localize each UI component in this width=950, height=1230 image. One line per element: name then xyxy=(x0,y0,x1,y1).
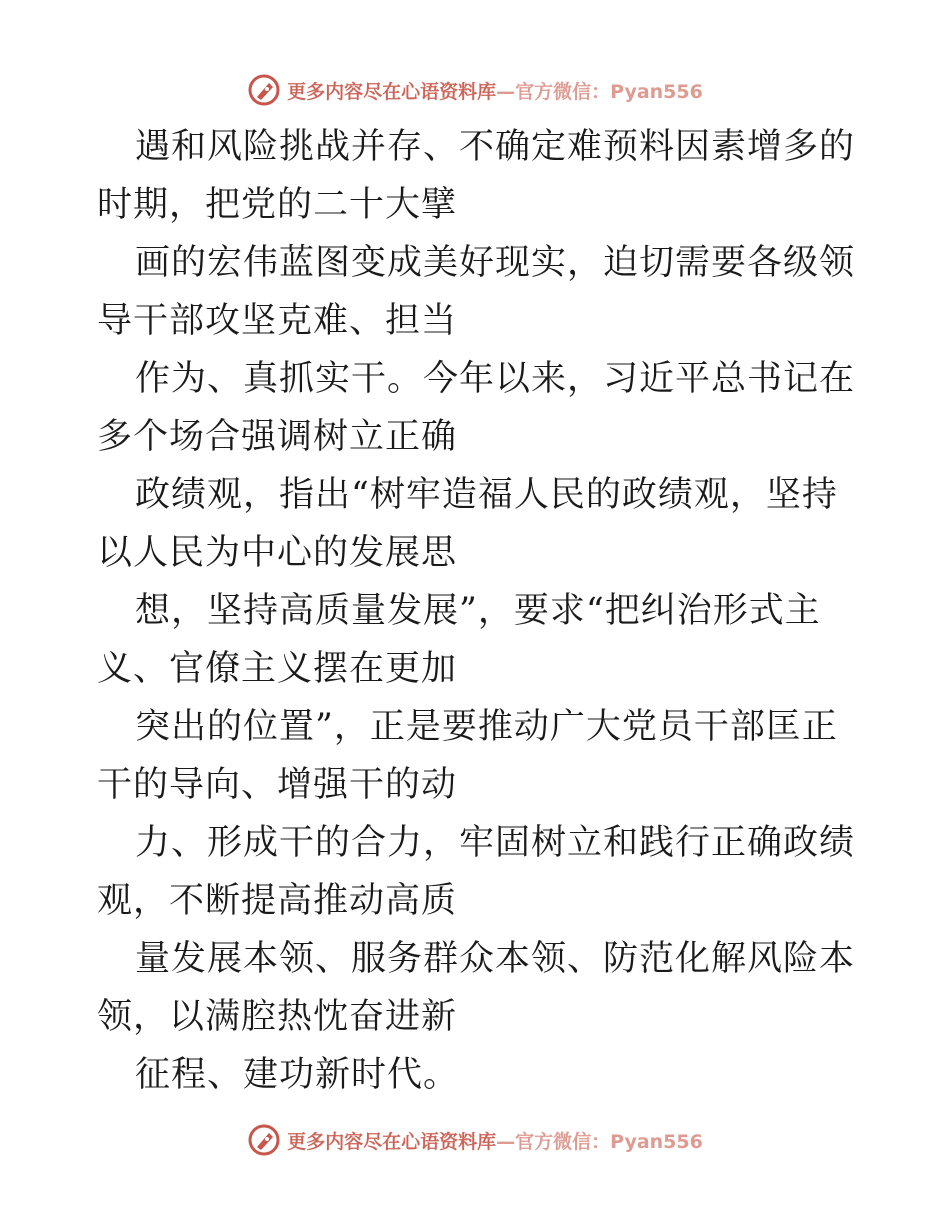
watermark-main-text: 更多内容尽在心语资料库 xyxy=(287,1130,497,1153)
paragraph-6: 突出的位置”，正是要推动广大党员干部匡正干的导向、增强干的动 xyxy=(97,707,838,805)
watermark-sub-text: —官方微信：Pyan556 xyxy=(496,1130,703,1153)
paragraph-1: 遇和风险挑战并存、不确定难预料因素增多的时期，把党的二十大擘 xyxy=(97,127,856,225)
header-watermark xyxy=(0,70,950,110)
paragraph-7: 力、形成干的合力，牢固树立和践行正确政绩观，不断提高推动高质 xyxy=(97,823,856,921)
footer-watermark xyxy=(0,1120,950,1160)
paragraph-2: 画的宏伟蓝图变成美好现实，迫切需要各级领导干部攻坚克难、担当 xyxy=(97,243,856,341)
paragraph-9: 征程、建功新时代。 xyxy=(135,1055,460,1095)
pen-nib-logo-icon xyxy=(247,73,281,107)
paragraph-3: 作为、真抓实干。今年以来，习近平总书记在多个场合强调树立正确 xyxy=(97,359,856,457)
watermark-sub-text: —官方微信：Pyan556 xyxy=(496,80,703,103)
document-body xyxy=(97,118,857,1104)
pen-nib-logo-icon xyxy=(247,1123,281,1157)
watermark-main-text: 更多内容尽在心语资料库 xyxy=(287,80,497,103)
paragraph-5: 想，坚持高质量发展”，要求“把纠治形式主义、官僚主义摆在更加 xyxy=(97,591,821,689)
paragraph-4: 政绩观，指出“树牢造福人民的政绩观，坚持以人民为中心的发展思 xyxy=(97,475,838,573)
paragraph-8: 量发展本领、服务群众本领、防范化解风险本领，以满腔热忱奋进新 xyxy=(97,939,856,1037)
